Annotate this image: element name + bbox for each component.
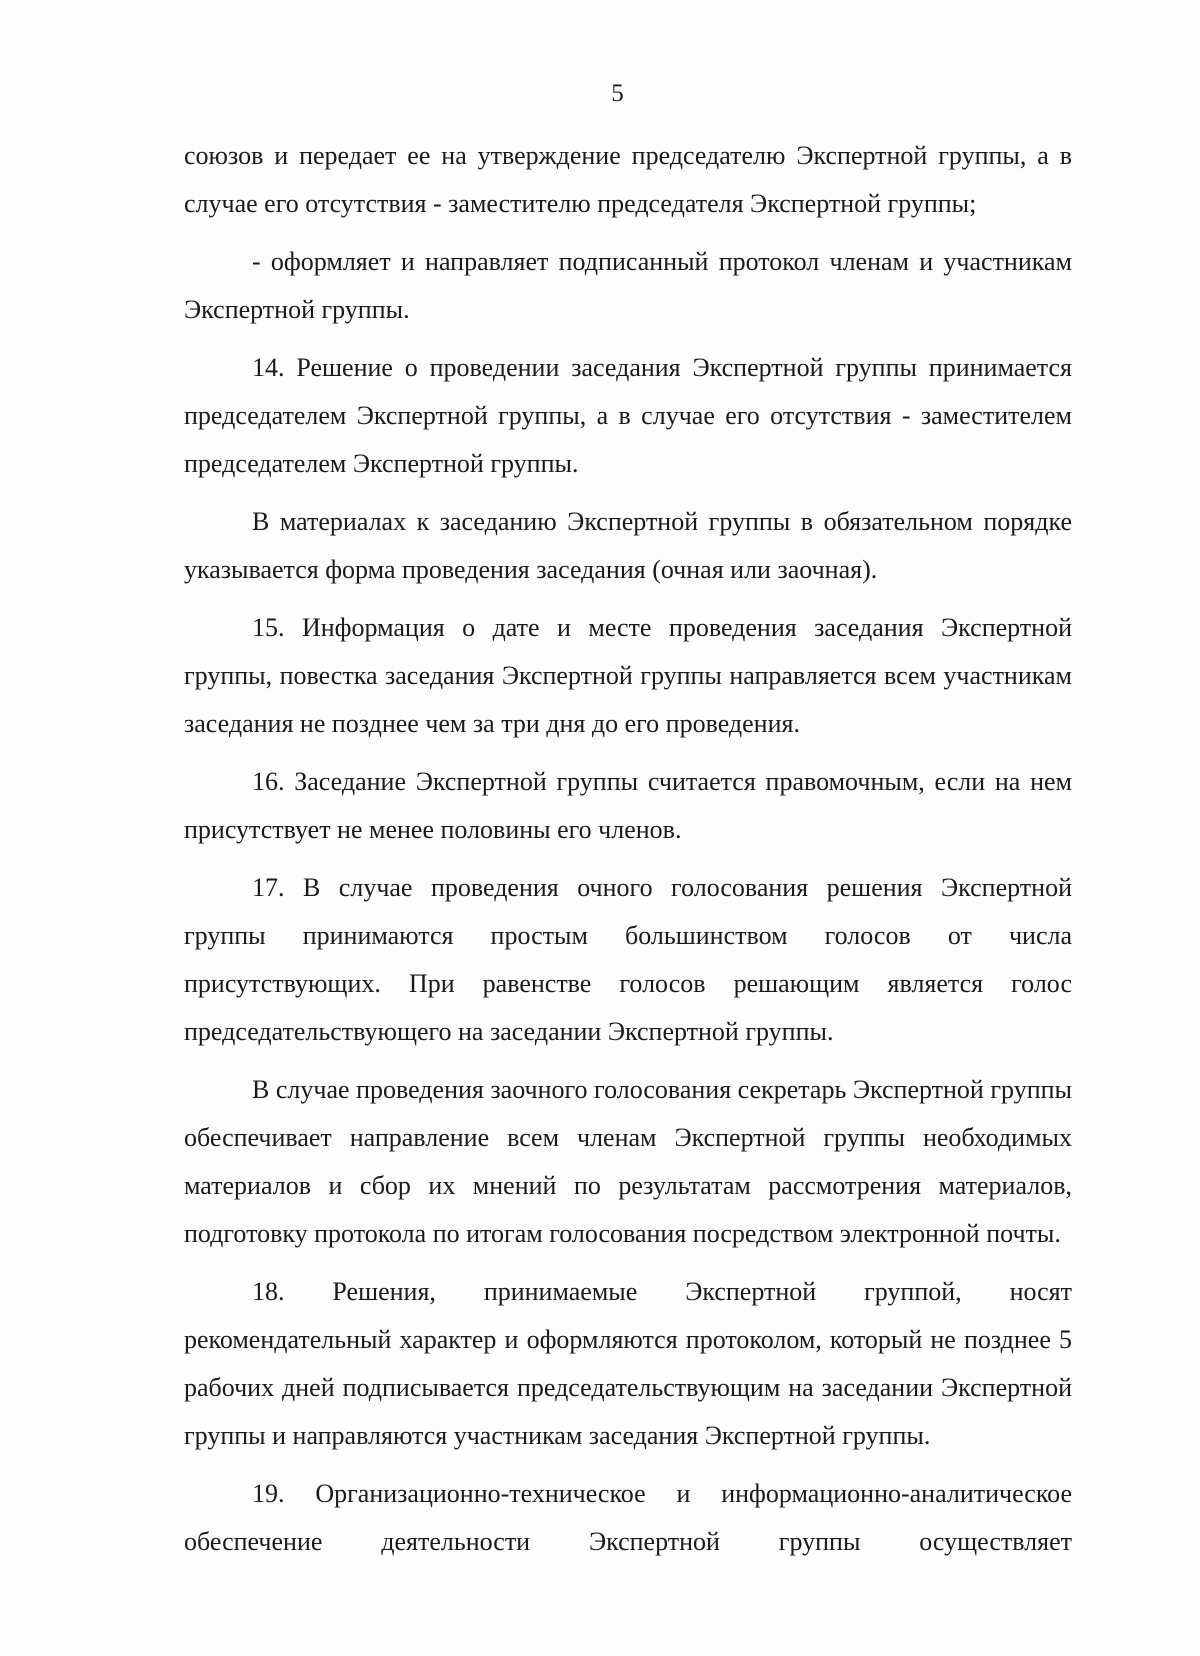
paragraph-17: 17. В случае проведения очного голосования решения Экспертной группы принимаются простым большинством голосов от числа присутствующих. При равенстве голосов решающим является голос председательствующего на заседании Экспертной группы. [184,873,1072,1046]
paragraph-16: 16. Заседание Экспертной группы считается правомочным, если на нем присутствует не менее половины его членов. [184,767,1072,844]
paragraph-19: 19. Организационно-техническое и информационно-аналитическое обеспечение деятельности Экспертной группы осуществляет [184,1479,1072,1556]
paragraph-list-item: - оформляет и направляет подписанный протокол членам и участникам Экспертной группы. [184,247,1072,324]
paragraph-17-absentee: В случае проведения заочного голосования секретарь Экспертной группы обеспечивает направление всем членам Экспертной группы необходимых материалов и сбор их мнений по результатам рассмотрения материалов, подготовку протокола по итогам голосования посредством электронной почты. [184,1075,1072,1248]
paragraph-18: 18. Решения, принимаемые Экспертной группой, носят рекомендательный характер и оформляются протоколом, который не позднее 5 рабочих дней подписывается председательствующим на заседании Экспертной группы и направляются участникам заседания Экспертной группы. [184,1277,1072,1450]
document-body [184,132,1072,1566]
paragraph-14: 14. Решение о проведении заседания Экспертной группы принимается председателем Экспертной группы, а в случае его отсутствия - заместителем председателем Экспертной группы. [184,353,1072,478]
page-number: 5 [611,80,624,107]
paragraph-14-materials: В материалах к заседанию Экспертной группы в обязательном порядке указывается форма проведения заседания (очная или заочная). [184,507,1072,584]
paragraph-continuation: союзов и передает ее на утверждение председателю Экспертной группы, а в случае его отсутствия - заместителю председателя Экспертной группы; [184,141,1072,218]
paragraph-15: 15. Информация о дате и месте проведения заседания Экспертной группы, повестка заседания Экспертной группы направляется всем участникам заседания не позднее чем за три дня до его проведения. [184,613,1072,738]
